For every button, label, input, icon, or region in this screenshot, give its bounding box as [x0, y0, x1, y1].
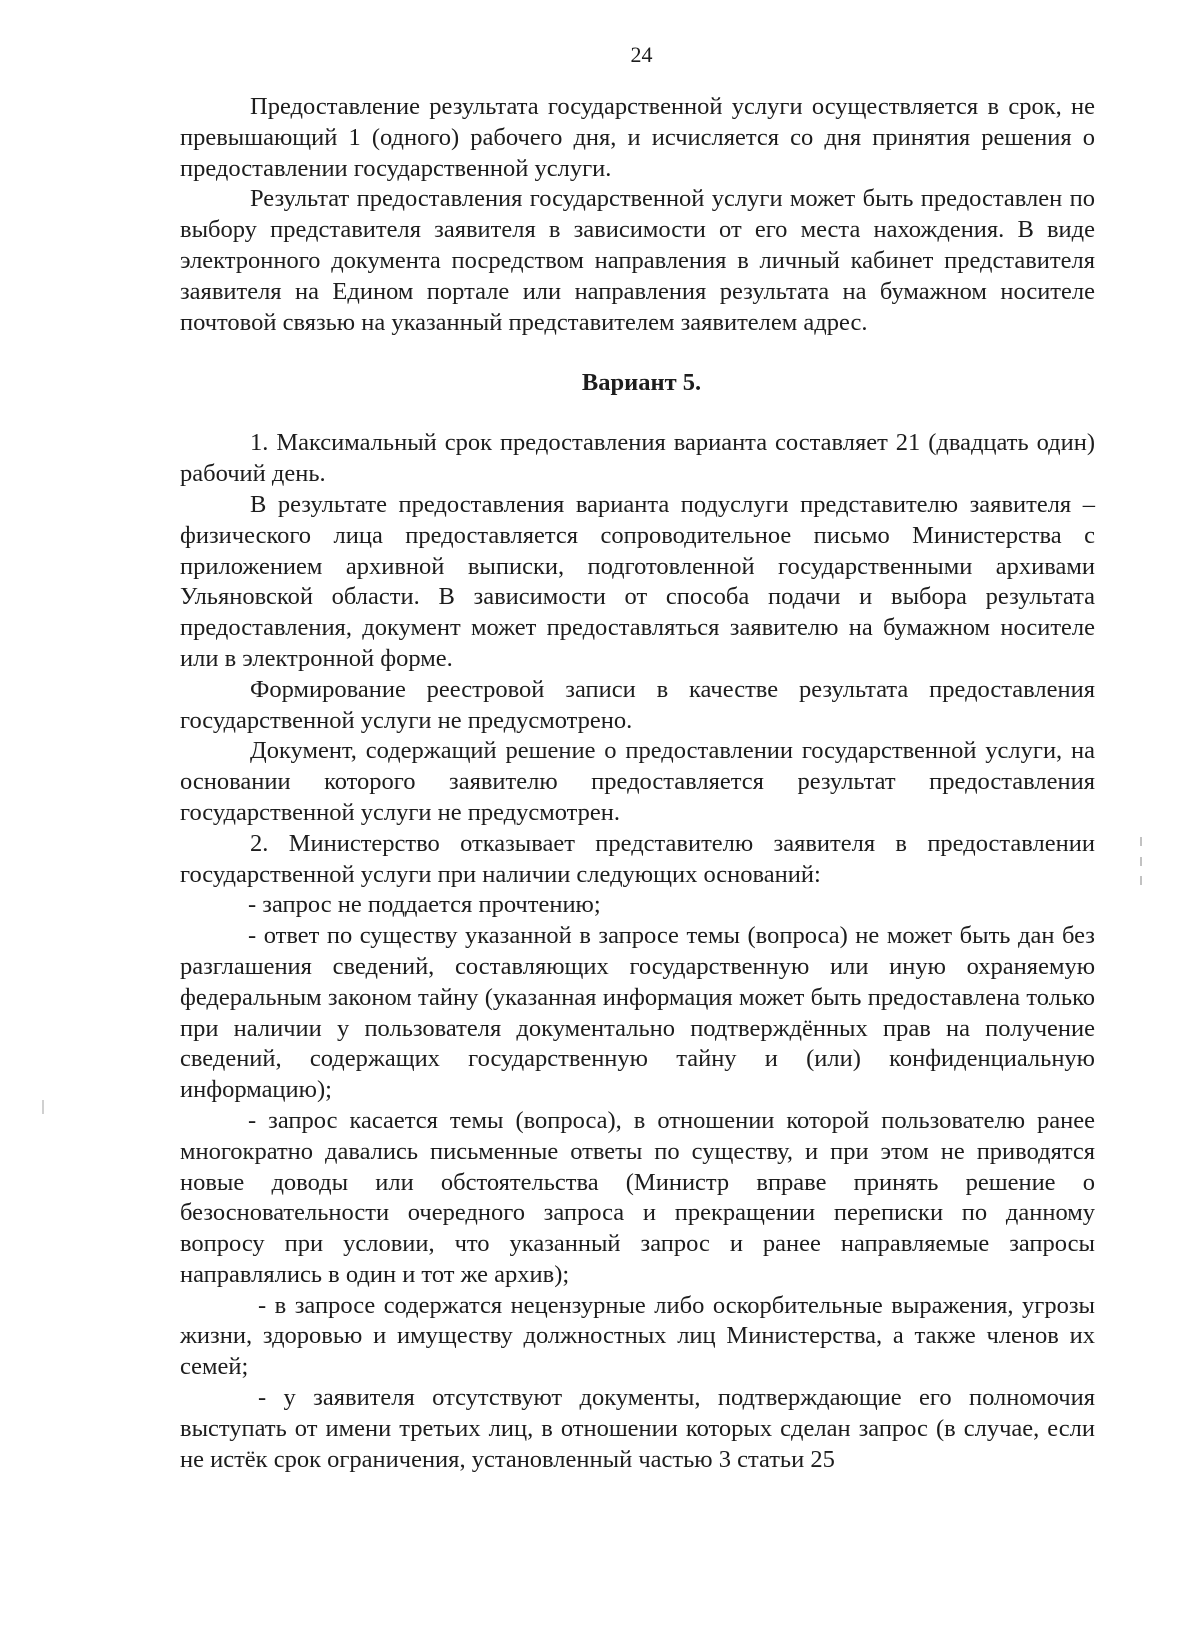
- paragraph-result-delivery: Результат предоставления государственной услуги может быть предоставлен по выбору представителя заявителя в зависимости от его места нахождения. В виде электронного документа посредством направления в личный кабинет представителя заявителя на Едином портале или направления результата на бумажном носителе почтовой связью на указанный представителем заявителем адрес.: [180, 185, 1095, 336]
- paragraph-decision-document: Документ, содержащий решение о предоставлении государственной услуги, на основании которого заявителю предоставляется результат предоставления государственной услуги не предусмотрен.: [180, 737, 1095, 826]
- list-item-offensive: - в запросе содержатся нецензурные либо оскорбительные выражения, угрозы жизни, здоровью и имуществу должностных лиц Министерства, а также членов их семей;: [180, 1291, 1095, 1381]
- page-number: 24: [630, 42, 653, 67]
- paragraph-refusal-grounds: 2. Министерство отказывает представителю заявителя в предоставлении государственной услуги при наличии следующих оснований:: [180, 829, 1095, 888]
- section-heading: Вариант 5.: [581, 369, 702, 397]
- list-item-repeated-request: - запрос касается темы (вопроса), в отношении которой пользователю ранее многократно давались письменные ответы по существу, и при этом не приводятся новые доводы или обстоятельства (Министр вправе принять решение о безосновательности очередного запроса и прекращении переписки по данному вопросу при условии, что указанный запрос и ранее направляемые запросы направлялись в один и тот же архив);: [180, 1106, 1095, 1288]
- list-item-unreadable: - запрос не поддается прочтению;: [248, 891, 601, 919]
- list-item-no-authority: - у заявителя отсутствуют документы, подтверждающие его полномочия выступать от имени третьих лиц, в отношении которых сделан запрос (в случае, если не истёк срок ограничения, установленный частью 3 статьи 25: [180, 1384, 1095, 1473]
- document-page: [180, 40, 1095, 1475]
- paragraph-result-letter: В результате предоставления варианта подуслуги представителю заявителя – физического лица предоставляется сопроводительное письмо Министерства с приложением архивной выписки, подготовленной государственными архивами Ульяновской области. В зависимости от способа подачи и выбора результата предоставления, документ может предоставляться заявителю на бумажном носителе или в электронной форме.: [180, 490, 1095, 672]
- scan-artifact: [1140, 837, 1142, 846]
- scan-artifact: [42, 1100, 44, 1114]
- scan-artifact: [1140, 876, 1142, 885]
- paragraph-max-term: 1. Максимальный срок предоставления варианта составляет 21 (двадцать один) рабочий день.: [180, 429, 1095, 488]
- paragraph-registry-record: Формирование реестровой записи в качестве результата предоставления государственной услуги не предусмотрено.: [180, 675, 1095, 734]
- paragraph-result-deadline: Предоставление результата государственной услуги осуществляется в срок, не превышающий 1 (одного) рабочего дня, и исчисляется со дня принятия решения о предоставлении государственной услуги.: [180, 93, 1095, 182]
- list-item-secret-info: - ответ по существу указанной в запросе темы (вопроса) не может быть дан без разглашения сведений, составляющих государственную или иную охраняемую федеральным законом тайну (указанная информация может быть предоставлена только при наличии у пользователя документально подтверждённых прав на получение сведений, содержащих государственную тайну и (или) конфиденциальную информацию);: [180, 922, 1095, 1104]
- scan-artifact: [1140, 857, 1142, 866]
